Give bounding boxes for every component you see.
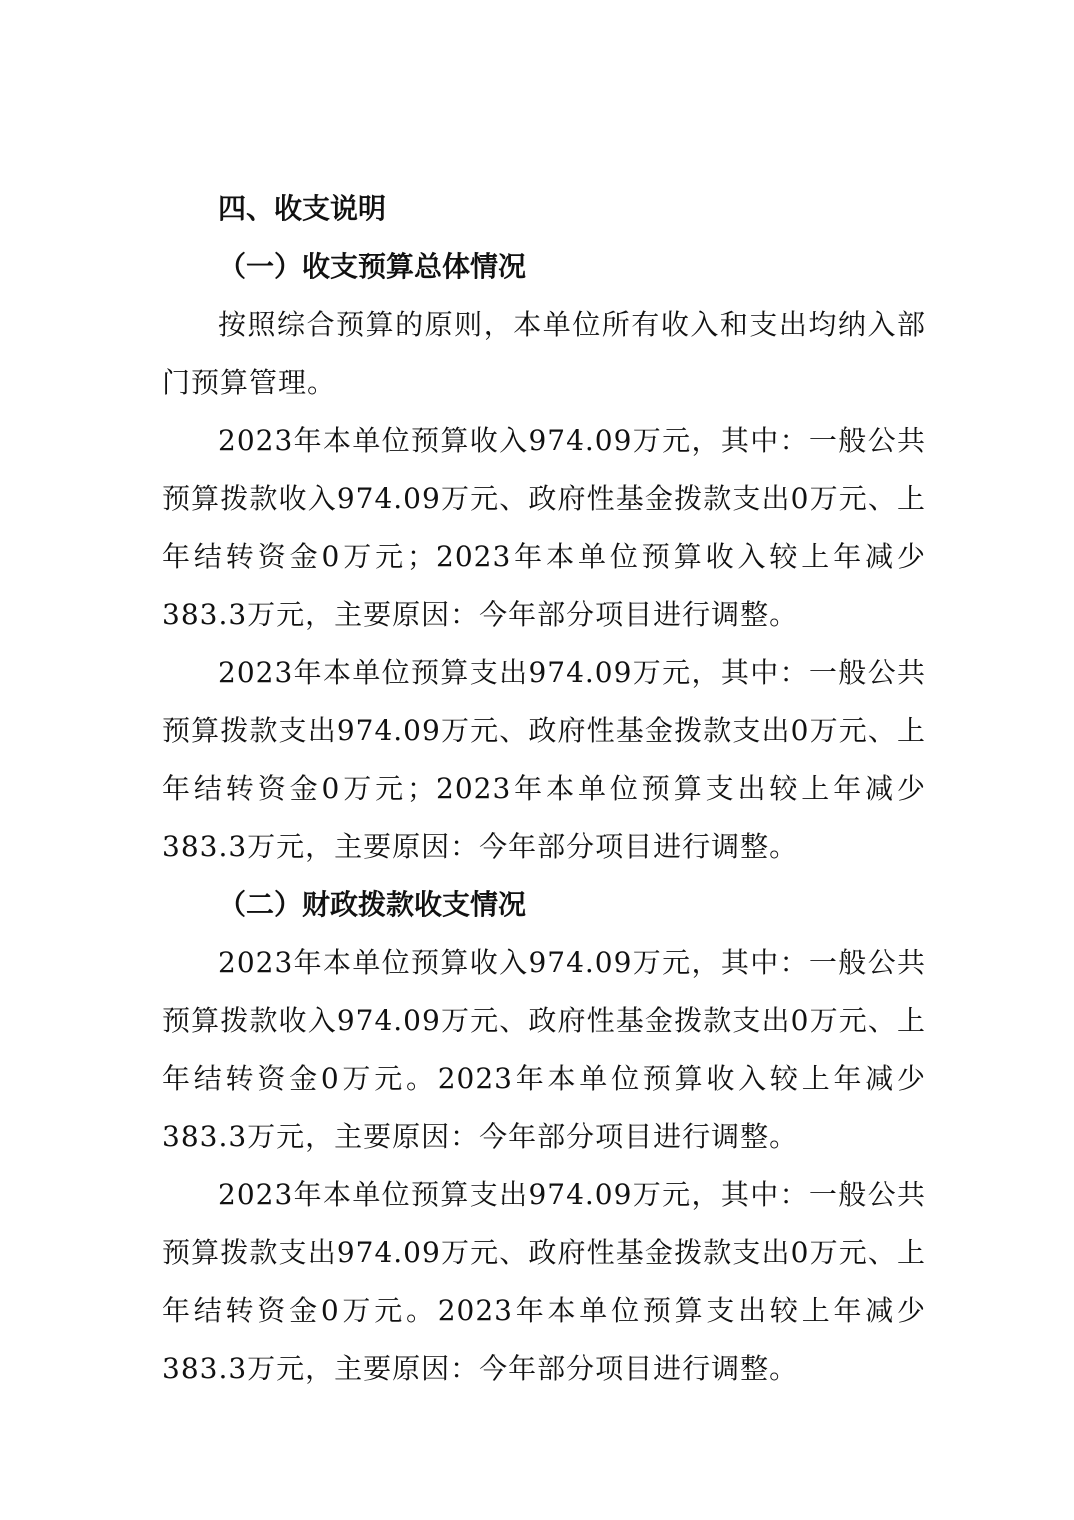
paragraph: 2023年本单位预算收入974.09万元，其中：一般公共预算拨款收入974.09万元、政府性基金拨款支出0万元、上年结转资金0万元；2023年本单位预算收入较上年减少383.3万元，主要原因：今年部分项目进行调整。 xyxy=(162,424,926,631)
document-page xyxy=(162,180,926,1398)
subsection-title-1: （一）收支预算总体情况 xyxy=(218,250,527,283)
paragraph: 2023年本单位预算支出974.09万元，其中：一般公共预算拨款支出974.09万元、政府性基金拨款支出0万元、上年结转资金0万元；2023年本单位预算支出较上年减少383.3万元，主要原因：今年部分项目进行调整。 xyxy=(162,656,926,863)
paragraph: 2023年本单位预算支出974.09万元，其中：一般公共预算拨款支出974.09万元、政府性基金拨款支出0万元、上年结转资金0万元。2023年本单位预算支出较上年减少383.3万元，主要原因：今年部分项目进行调整。 xyxy=(162,1178,926,1385)
subsection-title-2: （二）财政拨款收支情况 xyxy=(218,888,527,921)
paragraph: 按照综合预算的原则，本单位所有收入和支出均纳入部门预算管理。 xyxy=(162,308,926,399)
section-title: 四、收支说明 xyxy=(218,192,387,225)
paragraph: 2023年本单位预算收入974.09万元，其中：一般公共预算拨款收入974.09万元、政府性基金拨款支出0万元、上年结转资金0万元。2023年本单位预算收入较上年减少383.3万元，主要原因：今年部分项目进行调整。 xyxy=(162,946,926,1153)
